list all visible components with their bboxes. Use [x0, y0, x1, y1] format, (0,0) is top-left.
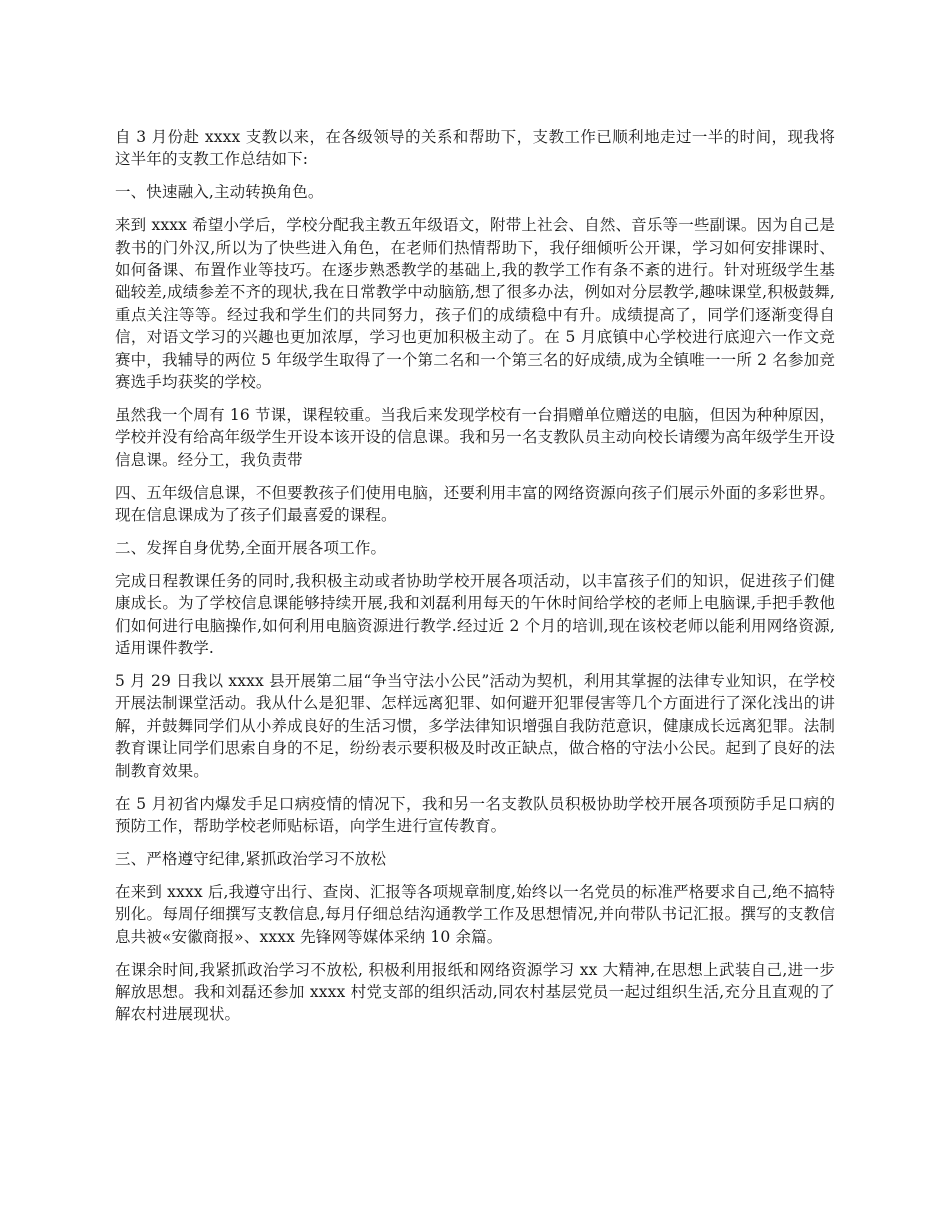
section-heading-2: 二、发挥自身优势,全面开展各项工作。	[115, 539, 387, 557]
body-paragraph: 四、五年级信息课，不但要教孩子们使用电脑，还要利用丰富的网络资源向孩子们展示外面的多彩世界。现在信息课成为了孩子们最喜爱的课程。	[115, 483, 835, 525]
body-paragraph: 完成日程教课任务的同时,我积极主动或者协助学校开展各项活动，以丰富孩子们的知识，促进孩子们健康成长。为了学校信息课能够持续开展,我和刘磊利用每天的午休时间给学校的老师上电脑课,手把手教他们如何进行电脑操作,如何利用电脑资源进行教学.经过近 2 个月的培训,现在该校老师以能利用网络资源,适用课件教学.	[115, 571, 835, 658]
section-heading-1: 一、快速融入,主动转换角色。	[115, 183, 324, 202]
intro-paragraph: 自 3 月份赴 xxxx 支教以来，在各级领导的关系和帮助下，支教工作已顺利地走过一半的时间，现我将这半年的支教工作总结如下:	[115, 128, 835, 169]
body-paragraph: 虽然我一个周有 16 节课，课程较重。当我后来发现学校有一台捐赠单位赠送的电脑，但因为种种原因，学校并没有给高年级学生开设本该开设的信息课。我和另一名支教队员主动向校长请缨为高年级学生开设信息课。经分工，我负责带	[115, 405, 835, 469]
body-paragraph: 在课余时间,我紧抓政治学习不放松, 积极利用报纸和网络资源学习 xx 大精神,在思想上武装自己,进一步解放思想。我和刘磊还参加 xxxx 村党支部的组织活动,同农村基层党员一起过组织生活,充分且直观的了解农村进展现状。	[115, 960, 835, 1024]
document-body	[115, 126, 835, 1036]
body-paragraph: 5 月 29 日我以 xxxx 县开展第二届“争当守法小公民”活动为契机，利用其掌握的法律专业知识，在学校开展法制课堂活动。我从什么是犯罪、怎样远离犯罪、如何避开犯罪侵害等几个方面进行了深化浅出的讲解，并鼓舞同学们从小养成良好的生活习惯，多学法律知识增强自我防范意识，健康成长远离犯罪。法制教育课让同学们思索自身的不足，纷纷表示要积极及时改正缺点，做合格的守法小公民。起到了良好的法制教育效果。	[115, 672, 835, 780]
body-paragraph: 在来到 xxxx 后,我遵守出行、查岗、汇报等各项规章制度,始终以一名党员的标准严格要求自己,绝不搞特别化。每周仔细撰写支教信息,每月仔细总结沟通教学工作及思想情况,并向带队书记汇报。撰写的支教信息共被«安徽商报»、xxxx 先锋网等媒体采纳 10 余篇。	[115, 882, 835, 946]
body-paragraph: 在 5 月初省内爆发手足口病疫情的情况下，我和另一名支教队员积极协助学校开展各项预防手足口病的预防工作，帮助学校老师贴标语，向学生进行宣传教育。	[115, 794, 835, 835]
body-paragraph: 来到 xxxx 希望小学后，学校分配我主教五年级语文，附带上社会、自然、音乐等一些副课。因为自己是教书的门外汉,所以为了快些进入角色，在老师们热情帮助下，我仔细倾听公开课，学习如何安排课时、如何备课、布置作业等技巧。在逐步熟悉教学的基础上,我的教学工作有条不紊的进行。针对班级学生基础较差,成绩参差不齐的现状,我在日常教学中动脑筋,想了很多办法，例如对分层教学,趣味课堂,积极鼓舞,重点关注等等。经过我和学生们的共同努力，孩子们的成绩稳中有升。成绩提高了，同学们逐渐变得自信，对语文学习的兴趣也更加浓厚，学习也更加积极主动了。在 5 月底镇中心学校进行底迎六一作文竞赛中，我辅导的两位 5 年级学生取得了一个第二名和一个第三名的好成绩,成为全镇唯一一所 2 名参加竞赛选手均获奖的学校。	[115, 216, 835, 392]
section-heading-3: 三、严格遵守纪律,紧抓政治学习不放松	[115, 849, 387, 868]
